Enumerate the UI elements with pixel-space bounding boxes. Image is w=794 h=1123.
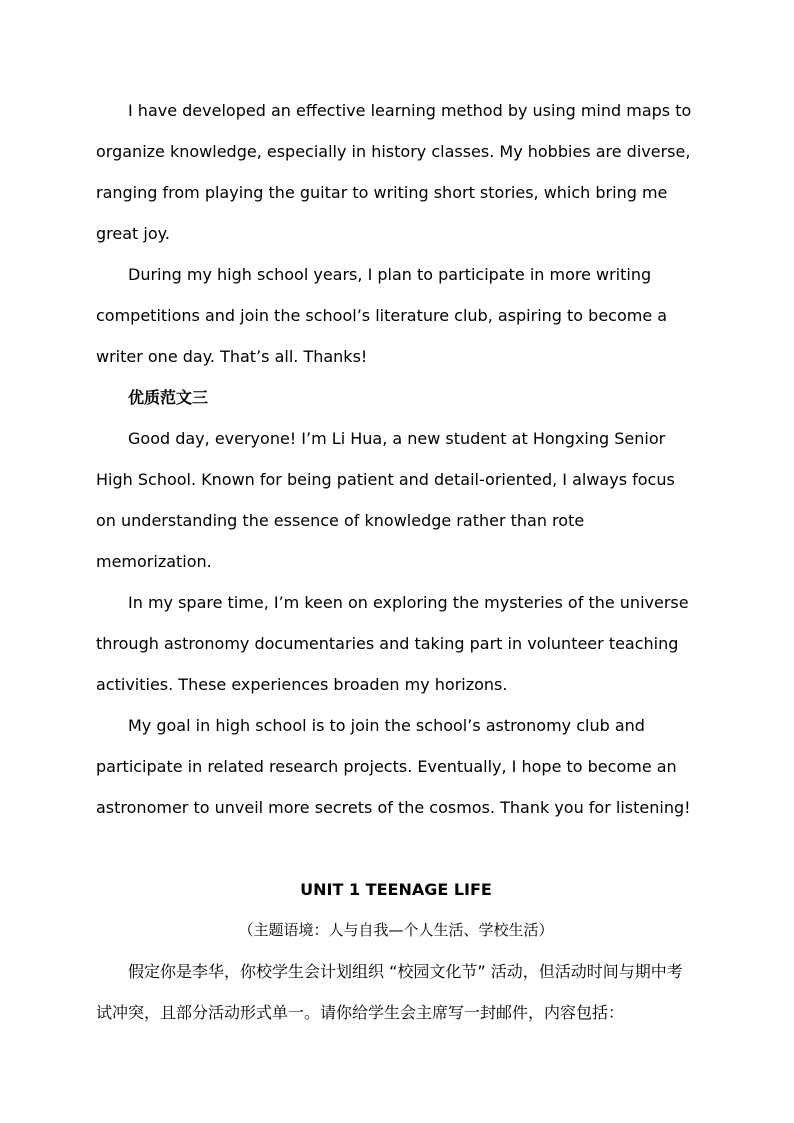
sample2-paragraph-2: During my high school years, I plan to participate in more writing competitions and join the school’s literature club, aspiring to become a writer one day. That’s all. Thanks! <box>96 265 668 366</box>
document-page <box>96 90 696 1033</box>
unit-prompt: 假定你是李华，你校学生会计划组织 “校园文化节” 活动，但活动时间与期中考试冲突，且部分活动形式单一。请你给学生会主席写一封邮件，内容包括： <box>96 962 683 1022</box>
sample3-paragraph-2: In my spare time, I’m keen on exploring the mysteries of the universe through astronomy documentaries and taking part in volunteer teaching activities. These experiences broaden my horizons. <box>96 593 689 694</box>
unit-title: UNIT 1 TEENAGE LIFE <box>300 880 492 899</box>
sample2-paragraph-1: I have developed an effective learning method by using mind maps to organize knowledge, especially in history classes. My hobbies are diverse, ranging from playing the guitar to writing short stories, which bring me great joy. <box>96 101 692 243</box>
unit-subtitle: （主题语境：人与自我—个人生活、学校生活） <box>238 921 554 939</box>
sample3-heading: 优质范文三 <box>128 388 209 407</box>
sample3-paragraph-1: Good day, everyone! I’m Li Hua, a new student at Hongxing Senior High School. Known for being patient and detail-oriented, I always focus on understanding the essence of knowledge rather than rote memorization. <box>96 429 675 571</box>
section-gap <box>96 828 696 869</box>
sample3-paragraph-3: My goal in high school is to join the school’s astronomy club and participate in related research projects. Eventually, I hope to become an astronomer to unveil more secrets of the cosmos. Thank you for listening! <box>96 716 691 817</box>
